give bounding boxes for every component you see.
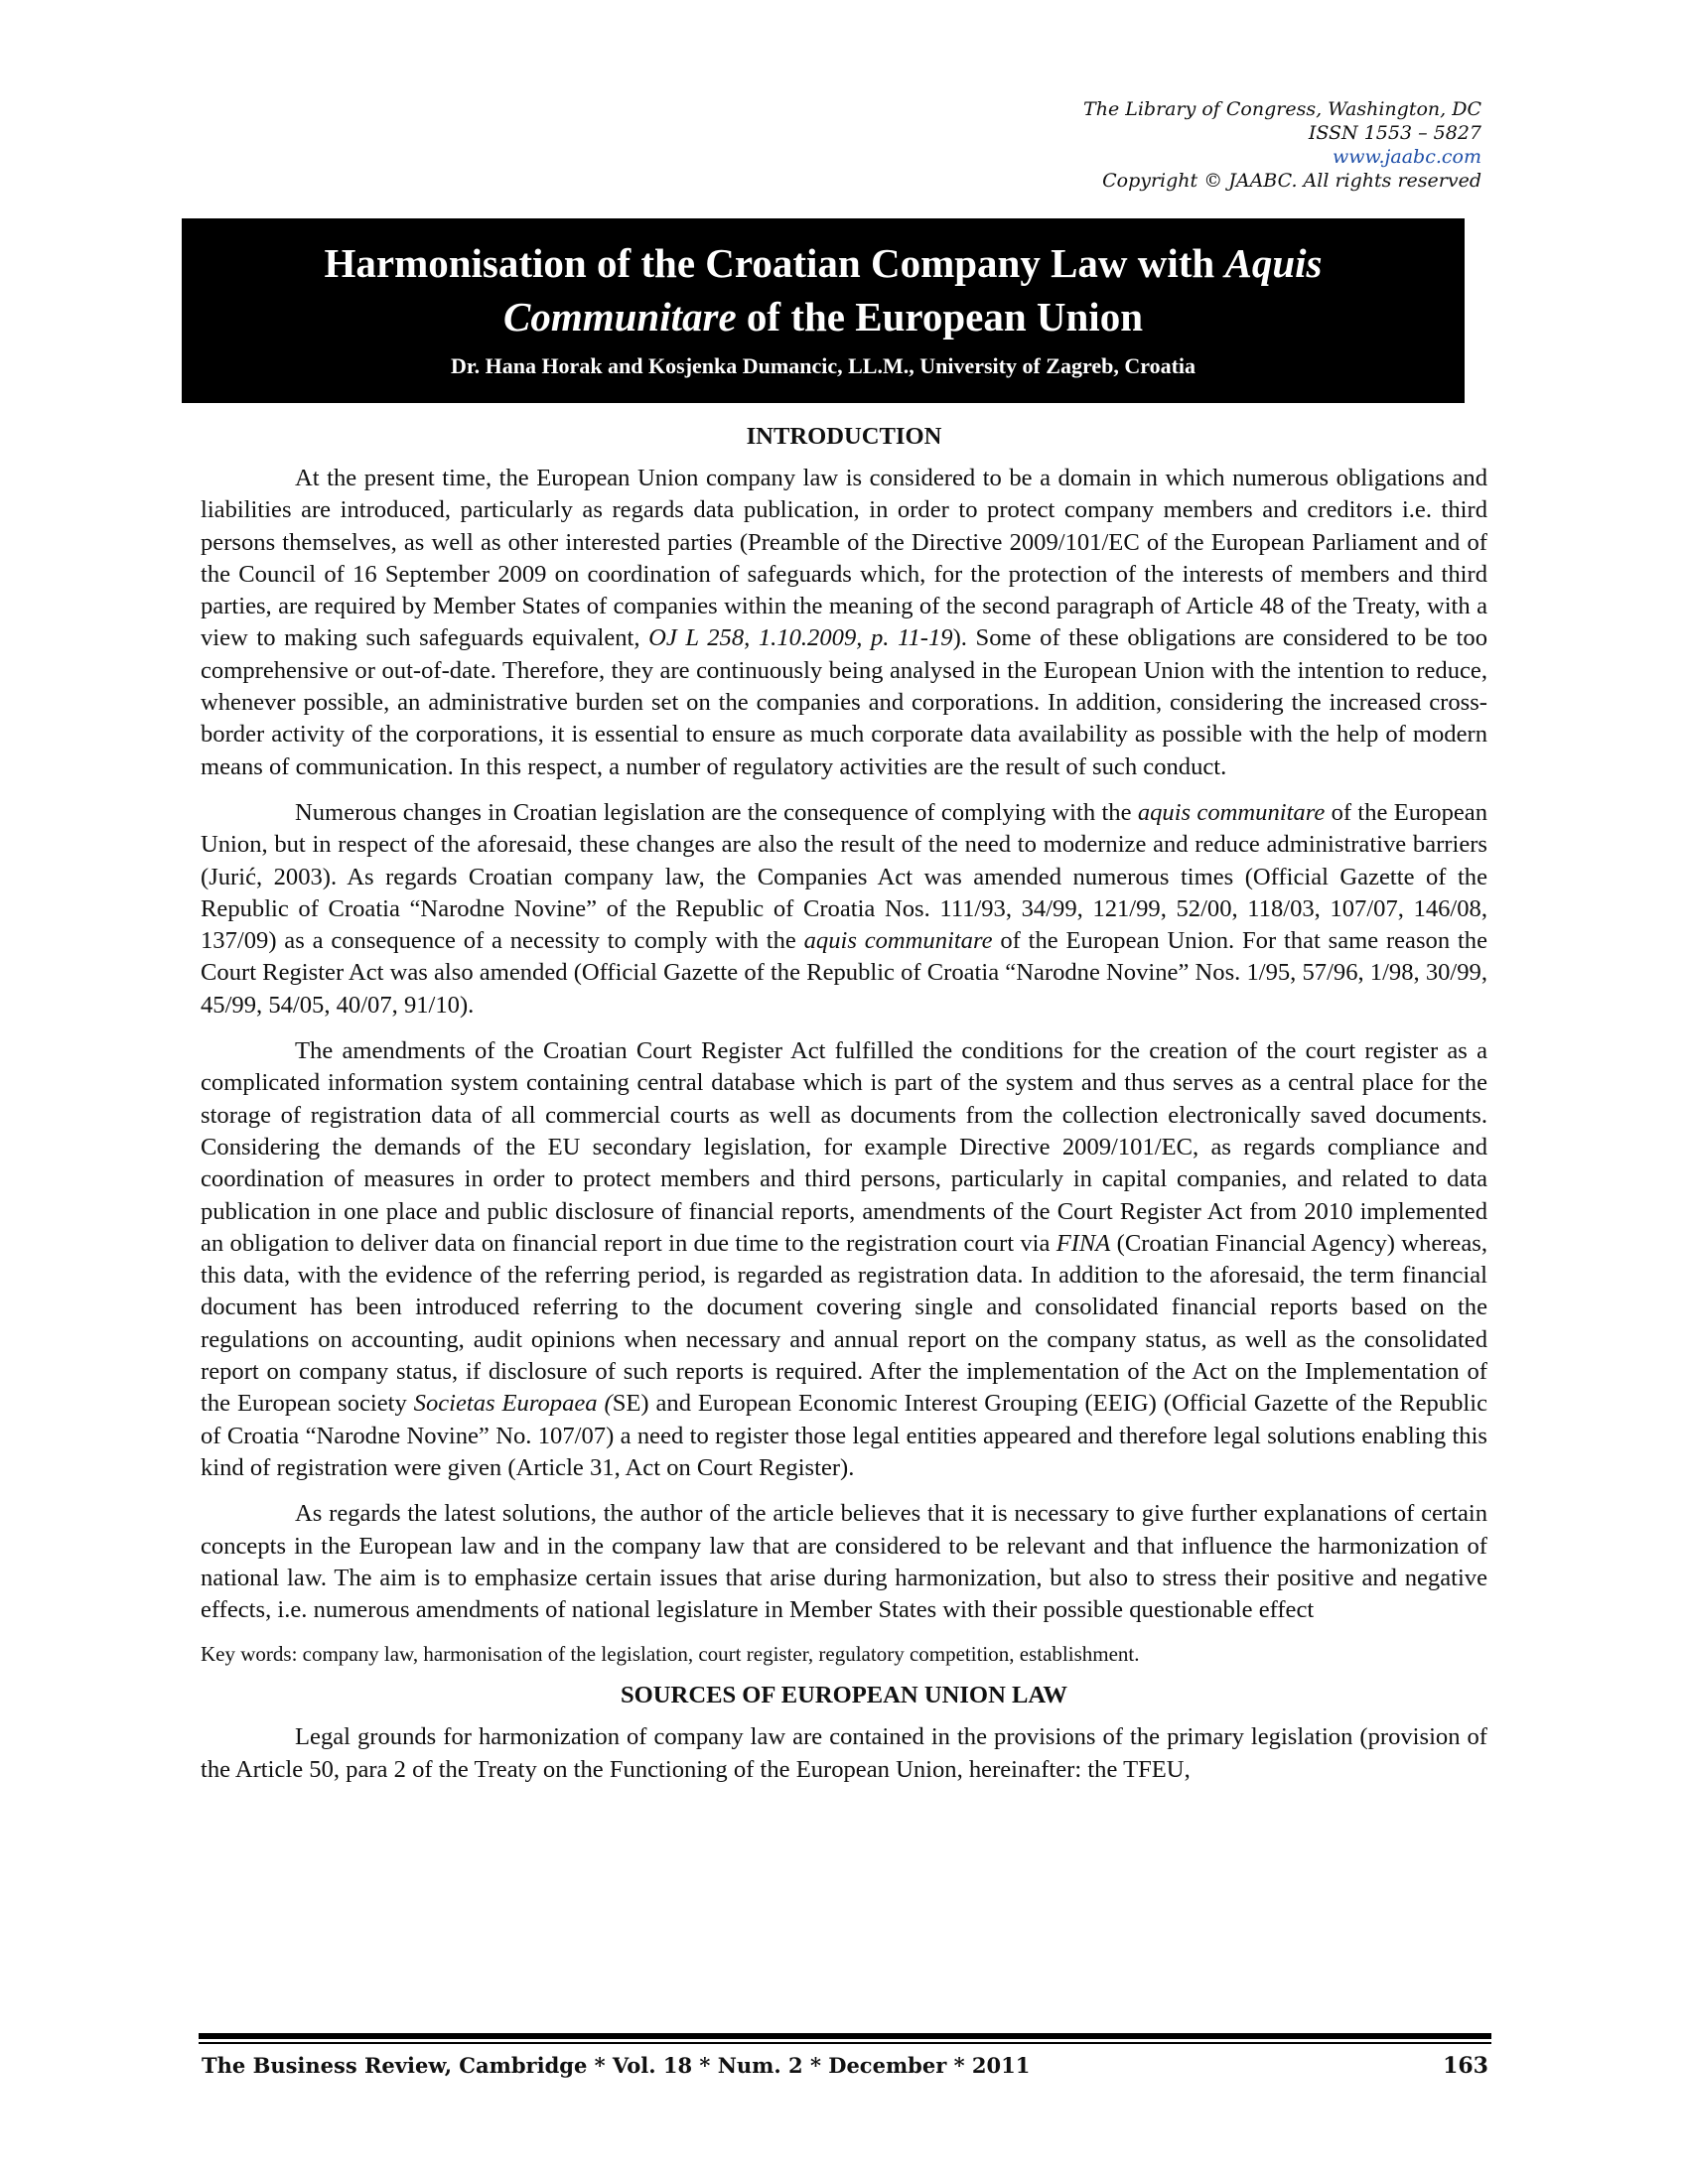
publisher: The Library of Congress, Washington, DC [1083,98,1481,120]
article-body [201,421,1487,1800]
journal-citation: The Business Review, Cambridge * Vol. 18 * Num. 2 * December * 2011 [202,2053,1031,2078]
journal-header [1083,97,1481,193]
page-footer [202,2053,1488,2078]
paragraph: Numerous changes in Croatian legislation are the consequence of complying with the aquis communitare of the European Union, but in respect of the aforesaid, these changes are also the result of the need to modernize and reduce administrative barriers (Jurić, 2003). As regards Croatian company law, the Companies Act was amended numerous times (Official Gazette of the Republic of Croatia “Narodne Novine” of the Republic of Croatia Nos. 111/93, 34/99, 121/99, 52/00, 118/03, 107/07, 146/08, 137/09) as a consequence of a necessity to comply with the aquis communitare of the European Union. For that same reason the Court Register Act was also amended (Official Gazette of the Republic of Croatia “Narodne Novine” Nos. 1/95, 57/96, 1/98, 30/99, 45/99, 54/05, 40/07, 91/10). [201,798,1487,1019]
authors: Dr. Hana Horak and Kosjenka Dumancic, LL.M., University of Zagreb, Croatia [450,353,1196,378]
paragraph: As regards the latest solutions, the author of the article believes that it is necessary to give further explanations of certain concepts in the European law and in the company law that are considered to be relevant and that influence the harmonization of national law. The aim is to emphasize certain issues that arise during harmonization, but also to stress their positive and negative effects, i.e. numerous amendments of national legislature in Member States with their possible questionable effect [201,1500,1487,1624]
paragraph: Legal grounds for harmonization of company law are contained in the provisions of the primary legislation (provision of the Article 50, para 2 of the Treaty on the Functioning of the European Union, hereinafter: the TFEU, [201,1723,1487,1783]
article-title-line-1: Harmonisation of the Croatian Company Law with Aquis [324,240,1323,286]
page-number: 163 [1443,2053,1488,2079]
section-heading-sources: SOURCES OF EUROPEAN UNION LAW [620,1682,1068,1709]
footer-rule [199,2033,1491,2044]
title-banner [182,218,1465,403]
paragraph: At the present time, the European Union company law is considered to be a domain in which numerous obligations and liabilities are introduced, particularly as regards data publication, in order to protect company members and creditors i.e. third persons themselves, as well as other interested parties (Preamble of the Directive 2009/101/EC of the European Parliament and of the Council of 16 September 2009 on coordination of safeguards which, for the protection of the interests of members and third parties, are required by Member States of companies within the meaning of the second paragraph of Article 48 of the Treaty, with a view to making such safeguards equivalent, OJ L 258, 1.10.2009, p. 11-19). Some of these obligations are considered to be too comprehensive or out-of-date. Therefore, they are continuously being analysed in the European Union with the intention to reduce, whenever possible, an administrative burden set on the companies and corporations. In addition, considering the increased cross-border activity of the corporations, it is essential to ensure as much corporate data availability as possible with the help of modern means of communication. In this respect, a number of regulatory activities are the result of such conduct. [201,465,1487,780]
section-heading-introduction: INTRODUCTION [746,423,942,450]
keywords: Key words: company law, harmonisation of the legislation, court register, regulatory competition, establishment. [201,1642,1140,1667]
website-link[interactable]: www.jaabc.com [1332,146,1481,168]
article-title-line-2: Communitare of the European Union [503,294,1143,340]
paragraph: The amendments of the Croatian Court Register Act fulfilled the conditions for the creation of the court register as a complicated information system containing central database which is part of the system and thus serves as a central place for the storage of registration data of all commercial courts as well as documents from the collection electronically saved documents. Considering the demands of the EU secondary legislation, for example Directive 2009/101/EC, as regards compliance and coordination of measures in order to protect members and third persons, particularly in capital companies, and related to data publication in one place and public disclosure of financial reports, amendments of the Court Register Act from 2010 implemented an obligation to deliver data on financial report in due time to the registration court via FINA (Croatian Financial Agency) whereas, this data, with the evidence of the referring period, is regarded as registration data. In addition to the aforesaid, the term financial document has been introduced referring to the document covering single and consolidated financial reports based on the regulations on accounting, audit opinions when necessary and annual report on the company status, as well as the consolidated report on company status, if disclosure of such reports is required. After the implementation of the Act on the Implementation of the European society Societas Europaea (SE) and European Economic Interest Grouping (EEIG) (Official Gazette of the Republic of Croatia “Narodne Novine” No. 107/07) a need to register those legal entities appeared and therefore legal solutions enabling this kind of registration were given (Article 31, Act on Court Register). [201,1037,1488,1481]
copyright: Copyright © JAABC. All rights reserved [1102,170,1481,192]
issn: ISSN 1553 – 5827 [1308,122,1481,144]
